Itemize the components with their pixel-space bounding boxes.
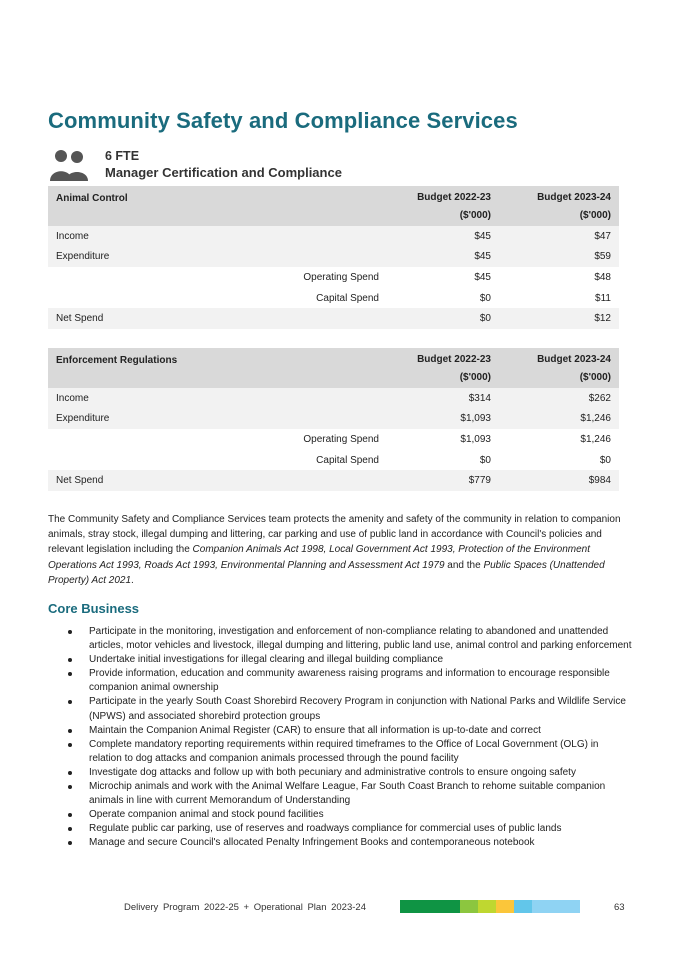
- list-item: Operate companion animal and stock pound facilities: [48, 808, 633, 822]
- list-item: Provide information, education and community awareness raising programs and information to encourage responsible companion animal ownership: [48, 667, 633, 695]
- color-bar-segment: [460, 900, 478, 913]
- row-value-2022: $45: [379, 247, 499, 268]
- bullet-icon: [68, 841, 72, 845]
- row-value-2022: $0: [479, 292, 491, 304]
- table-header-row: [48, 348, 619, 388]
- table-row: [48, 450, 619, 471]
- row-value-2023: $1,246: [499, 409, 619, 430]
- row-label: Capital Spend: [316, 292, 379, 304]
- list-item: Undertake initial investigations for illegal clearing and illegal building compliance: [48, 653, 633, 667]
- table-header-row: [48, 186, 619, 226]
- bullet-icon: [68, 771, 72, 775]
- bullet-icon: [68, 827, 72, 831]
- row-value-2023: $0: [599, 454, 611, 466]
- manager-role: Manager Certification and Compliance: [105, 165, 342, 180]
- row-label: Expenditure: [48, 409, 379, 430]
- intro-paragraph: The Community Safety and Compliance Services team protects the amenity and safety of the community in relation to companion animals, stray stock, illegal dumping and littering, car parking and use of public land in accordance with Council's policies and relevant legislation including the Companion Animals Act 1998, Local Government Act 1993, Protection of the Environment Operations Act 1993, Roads Act 1993, Environmental Planning and Assessment Act 1979 and the Public Spaces (Unattended Property) Act 2021.: [48, 514, 621, 586]
- row-value-2023: $262: [499, 388, 619, 409]
- core-business-heading: Core Business: [48, 601, 140, 616]
- list-item: Complete mandatory reporting requirements within required timeframes to the Office of Local Government (OLG) in relation to dog attacks and companion animals processed through the pound facility: [48, 738, 633, 766]
- row-label: Operating Spend: [303, 433, 379, 445]
- list-item: Investigate dog attacks and follow up with both pecuniary and administrative controls to ensure ongoing safety: [48, 766, 633, 780]
- people-icon: [48, 148, 92, 182]
- table-row: [48, 288, 619, 309]
- table-row: [48, 470, 619, 491]
- row-label: Operating Spend: [303, 271, 379, 283]
- row-value-2022: $1,093: [460, 433, 491, 445]
- budget-2023-24-header: Budget 2023-24 ($'000): [499, 348, 619, 388]
- row-value-2023: $12: [499, 308, 619, 329]
- table-row: [48, 267, 619, 288]
- table-row: [48, 247, 619, 268]
- row-label: Net Spend: [48, 470, 379, 491]
- row-label: Capital Spend: [316, 454, 379, 466]
- row-value-2023: $11: [595, 292, 611, 304]
- row-value-2022: $45: [379, 226, 499, 247]
- list-item: Microchip animals and work with the Animal Welfare League, Far South Coast Branch to rehome suitable companion animals in line with current Memorandum of Understanding: [48, 780, 633, 808]
- list-item: Participate in the monitoring, investigation and enforcement of non-compliance relating to abandoned and unattended articles, motor vehicles and livestock, illegal dumping and littering, public land use, animal control and parking enforcement: [48, 625, 633, 653]
- bullet-icon: [68, 785, 72, 789]
- page-number: 63: [614, 902, 625, 913]
- row-value-2022: $1,093: [379, 409, 499, 430]
- animal-control-table: [48, 186, 619, 329]
- bullet-icon: [68, 700, 72, 704]
- row-value-2023: $48: [594, 271, 611, 283]
- staff-summary: [48, 146, 378, 182]
- row-label: Net Spend: [48, 308, 379, 329]
- bullet-icon: [68, 729, 72, 733]
- bullet-icon: [68, 743, 72, 747]
- page-footer: [0, 898, 675, 918]
- bullet-icon: [68, 630, 72, 634]
- enforcement-regulations-table: [48, 348, 619, 491]
- table-heading: Animal Control: [48, 186, 379, 226]
- row-value-2022: $314: [379, 388, 499, 409]
- list-item: Participate in the yearly South Coast Shorebird Recovery Program in conjunction with National Parks and Wildlife Service (NPWS) and associated shorebird protection groups: [48, 695, 633, 723]
- row-value-2022: $779: [379, 470, 499, 491]
- budget-2022-23-header: Budget 2022-23 ($'000): [379, 186, 499, 226]
- list-item: Regulate public car parking, use of reserves and roadways compliance for commercial uses of public lands: [48, 822, 633, 836]
- row-label: Expenditure: [48, 247, 379, 268]
- table-row: [48, 409, 619, 430]
- budget-2023-24-header: Budget 2023-24 ($'000): [499, 186, 619, 226]
- list-item: Manage and secure Council's allocated Penalty Infringement Books and contemporaneous notebook: [48, 836, 633, 850]
- table-heading: Enforcement Regulations: [48, 348, 379, 388]
- table-row: [48, 429, 619, 450]
- footer-color-bar: [400, 900, 580, 913]
- core-business-list: [48, 625, 633, 851]
- table-row: [48, 388, 619, 409]
- footer-title: Delivery Program 2022-25 + Operational Plan 2023-24: [124, 902, 366, 913]
- color-bar-segment: [400, 900, 460, 913]
- bullet-icon: [68, 672, 72, 676]
- color-bar-segment: [514, 900, 532, 913]
- budget-2022-23-header: Budget 2022-23 ($'000): [379, 348, 499, 388]
- row-value-2023: $1,246: [580, 433, 611, 445]
- row-value-2022: $45: [474, 271, 491, 283]
- color-bar-segment: [496, 900, 514, 913]
- color-bar-segment: [532, 900, 580, 913]
- row-value-2023: $59: [499, 247, 619, 268]
- row-label: Income: [48, 226, 379, 247]
- color-bar-segment: [478, 900, 496, 913]
- row-value-2022: $0: [479, 454, 491, 466]
- public-spaces-act: Public Spaces (Unattended Property) Act 2021: [48, 559, 605, 586]
- acts-list: Companion Animals Act 1998, Local Government Act 1993, Protection of the Environment Operations Act 1993, Roads Act 1993, Environmental Planning and Assessment Act 1979: [48, 544, 590, 571]
- fte-count: 6 FTE: [105, 149, 140, 163]
- row-label: Income: [48, 388, 379, 409]
- row-value-2022: $0: [379, 308, 499, 329]
- row-value-2023: $984: [499, 470, 619, 491]
- page-title: Community Safety and Compliance Services: [48, 108, 518, 133]
- table-row: [48, 308, 619, 329]
- list-item: Maintain the Companion Animal Register (CAR) to ensure that all information is up-to-date and correct: [48, 724, 633, 738]
- bullet-icon: [68, 658, 72, 662]
- row-value-2023: $47: [499, 226, 619, 247]
- bullet-icon: [68, 813, 72, 817]
- table-row: [48, 226, 619, 247]
